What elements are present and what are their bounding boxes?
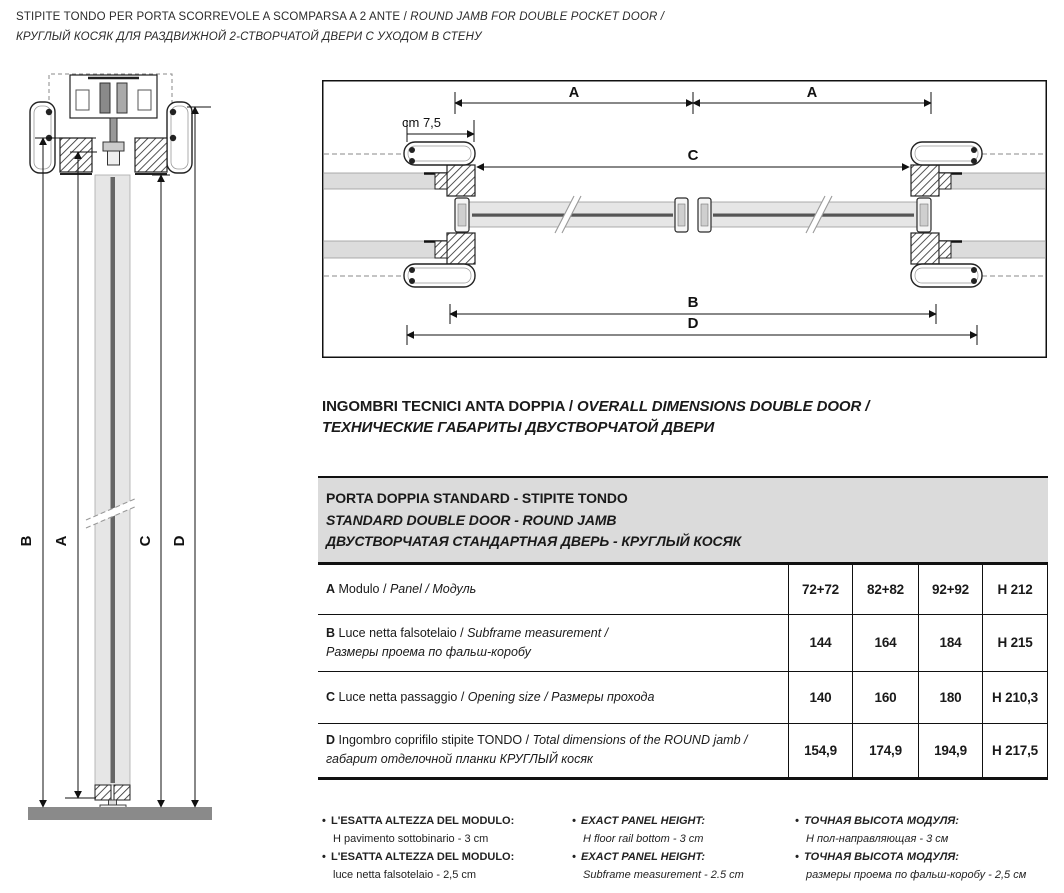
table-row [318,615,1048,672]
table-header-line1: PORTA DOPPIA STANDARD - STIPITE TONDO [326,490,628,506]
page-title-line2: КРУГЛЫЙ КОСЯК ДЛЯ РАЗДВИЖНОЙ 2-СТВОРЧАТОЙ ДВЕРИ С УХОДОМ В СТЕНУ [16,30,482,43]
floor-slab [28,807,212,820]
value-cell: 154,9 [788,724,852,777]
bullet-icon: • [795,851,799,863]
table-header [318,476,1048,565]
footnote-text: H floor rail bottom - 3 cm [583,833,704,845]
dim-label-cm: cm 7,5 [402,115,442,130]
footnote-text: размеры проема по фальш-коробу - 2,5 см [806,869,1027,881]
hanger-bracket [103,142,124,151]
dim-label-a2: A [806,85,818,101]
dim-label-d: D [171,535,188,547]
seal-gasket [46,109,52,115]
footnote-heading: • ТОЧНАЯ ВЫСОТА МОДУЛЯ: [795,812,1060,830]
footnote-column-en [572,812,782,884]
dim-label-c: C [137,535,154,547]
page-title-line1: STIPITE TONDO PER PORTA SCORREVOLE A SCOMPARSA A 2 ANTE / ROUND JAMB FOR DOUBLE POCKET DOOR / [16,11,665,23]
bullet-icon: • [572,815,576,827]
dim-label-c: C [687,147,699,164]
page-title [16,8,664,47]
dim-label-a1: A [568,85,580,101]
footnote-column-ru [795,812,1060,884]
value-cell: 92+92 [918,565,982,614]
height-cell: H 217,5 [982,724,1048,777]
footnote-text: H pavimento sottobinario - 3 cm [333,833,489,845]
value-cell: 174,9 [852,724,918,777]
footnote-heading: • L'ESATTA ALTEZZA DEL MODULO: [322,812,557,830]
value-cell: 180 [918,672,982,723]
value-cell: 82+82 [852,565,918,614]
table-header-line3: ДВУСТВОРЧАТАЯ СТАНДАРТНАЯ ДВЕРЬ - КРУГЛЫЙ КОСЯК [326,533,742,549]
dim-label-a: A [53,535,70,547]
value-cell: 184 [918,615,982,671]
footnote-heading: • ТОЧНАЯ ВЫСОТА МОДУЛЯ: [795,848,1060,866]
value-cell: 144 [788,615,852,671]
value-cell: 194,9 [918,724,982,777]
seal-gasket [170,109,176,115]
section-title-line1: INGOMBRI TECNICI ANTA DOPPIA / OVERALL DIMENSIONS DOUBLE DOOR / [322,398,870,415]
value-cell: 72+72 [788,565,852,614]
door-panel-vertical [86,175,137,785]
footnote-heading: • L'ESATTA ALTEZZA DEL MODULO: [322,848,557,866]
table-row [318,565,1048,615]
value-cell: 164 [852,615,918,671]
horizontal-plan-diagram [322,80,1047,358]
dim-label-b: B [18,535,35,547]
seal-gasket [170,135,176,141]
row-label: D Ingombro coprifilo stipite TONDO / Total dimensions of the ROUND jamb / габарит отделочной планки КРУГЛЫЙ косяк [326,733,748,766]
row-label: A Modulo / Panel / Модуль [326,581,477,596]
footnote-heading: • EXACT PANEL HEIGHT: [572,812,782,830]
height-cell: H 212 [982,565,1048,614]
section-title-line2: ТЕХНИЧЕСКИЕ ГАБАРИТЫ ДВУСТВОРЧАТОЙ ДВЕРИ [322,419,715,436]
footnote-text: Н пол-направляющая - 3 см [806,833,949,845]
dim-label-b: B [687,294,699,311]
vertical-section-diagram [0,60,310,890]
floor-rail-detail [95,785,130,810]
footnote-text: luce netta falsotelaio - 2,5 cm [333,869,477,881]
height-cell: H 215 [982,615,1048,671]
spec-table [318,476,1048,780]
row-label: B Luce netta falsotelaio / Subframe measurement / Размеры проема по фальш-коробу [326,625,609,659]
value-cell: 140 [788,672,852,723]
footnote-column-it [322,812,557,884]
table-row [318,672,1048,724]
value-cell: 160 [852,672,918,723]
footnote-heading: • EXACT PANEL HEIGHT: [572,848,782,866]
table-header-line2: STANDARD DOUBLE DOOR - ROUND JAMB [326,511,617,528]
height-cell: H 210,3 [982,672,1048,723]
section-title [322,396,869,438]
bullet-icon: • [795,815,799,827]
row-label: C Luce netta passaggio / Opening size / Размеры прохода [326,689,655,704]
footnote-text: Subframe measurement - 2.5 cm [583,869,744,881]
bullet-icon: • [572,851,576,863]
hanger-bolt [110,118,117,142]
bullet-icon: • [322,851,326,863]
dim-label-d: D [687,315,699,332]
bullet-icon: • [322,815,326,827]
table-row [318,724,1048,780]
